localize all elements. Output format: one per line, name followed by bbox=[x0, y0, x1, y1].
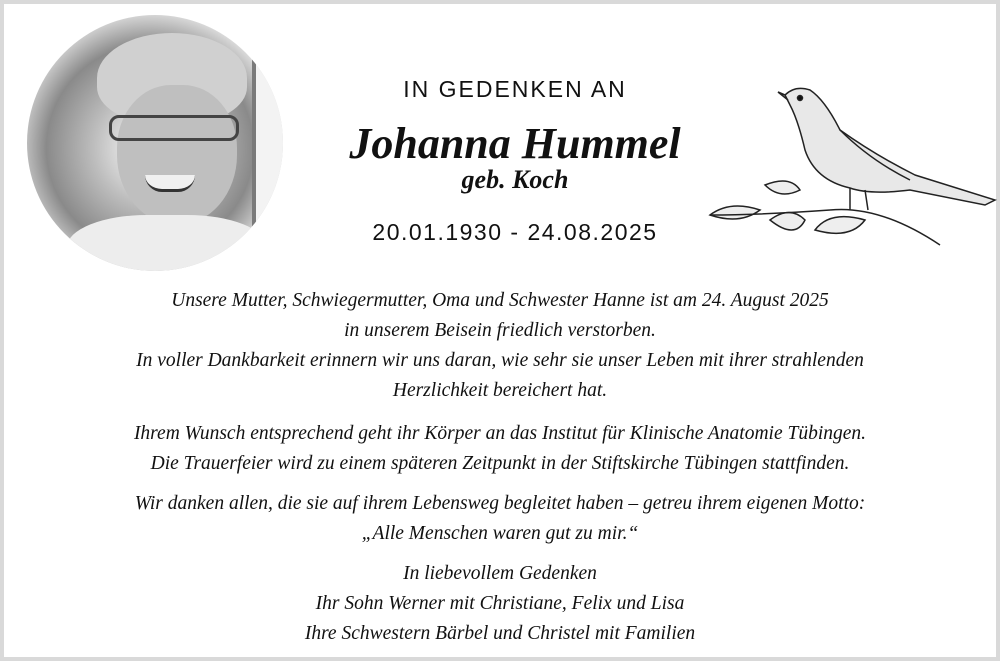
paragraph-1-line-1: Unsere Mutter, Schwiegermutter, Oma und Schwester Hanne ist am 24. August 2025 bbox=[171, 290, 829, 311]
paragraph-3-line-2: „Alle Menschen waren gut zu mir.“ bbox=[361, 523, 639, 544]
photo-face bbox=[117, 85, 237, 225]
portrait-photo bbox=[27, 15, 283, 271]
intro-heading: IN GEDENKEN AN bbox=[403, 76, 627, 102]
paragraph-1-line-2: in unserem Beisein friedlich verstorben. bbox=[344, 320, 656, 341]
paragraph-3-line-1: Wir danken allen, die sie auf ihrem Lebensweg begleitet haben – getreu ihrem eigenen Motto: bbox=[134, 493, 866, 514]
photo-shirt bbox=[67, 215, 267, 271]
signature-line-1: In liebevollem Gedenken bbox=[403, 563, 597, 584]
paragraph-2-line-2: Die Trauerfeier wird zu einem späteren Zeitpunkt in der Stiftskirche Tübingen stattfinden. bbox=[150, 453, 850, 474]
signature-line-2: Ihr Sohn Werner mit Christiane, Felix und Lisa bbox=[315, 593, 685, 614]
signature-line-3: Ihre Schwestern Bärbel und Christel mit Familien bbox=[304, 623, 696, 644]
life-dates: 20.01.1930 - 24.08.2025 bbox=[372, 219, 658, 245]
paragraph-1-line-4: Herzlichkeit bereichert hat. bbox=[392, 380, 608, 401]
deceased-name: Johanna Hummel bbox=[349, 119, 681, 168]
paragraph-2-line-1: Ihrem Wunsch entsprechend geht ihr Körper an das Institut für Klinische Anatomie Tübingen. bbox=[133, 423, 867, 444]
photo-glasses bbox=[109, 115, 239, 141]
paragraph-1-line-3: In voller Dankbarkeit erinnern wir uns daran, wie sehr sie unser Leben mit ihrer strahlenden bbox=[136, 350, 864, 371]
maiden-name: geb. Koch bbox=[461, 165, 569, 194]
bird-illustration bbox=[700, 70, 1000, 255]
